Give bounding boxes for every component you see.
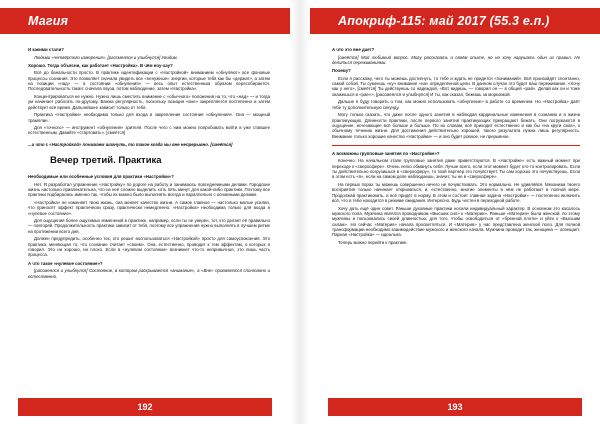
interview-question: И какими стали? <box>28 47 64 52</box>
interview-question: Почему? <box>332 68 351 74</box>
interview-answer: [смеётся] Мой любимый вопрос. Могу рассказать о своём опыте, но не хочу нарушать один из правил. Не делиться переживаниями. <box>332 54 580 65</box>
body-paragraph: Должен предупредить, особенно тех, кто решит воспользоваться «Настройкой» просто для самоуспокоения. Это практика, меняющая то, что сознание считает «своим». Она, естественно, проводит к тем эффектам, о которых я говорил. Это ни хорошо, ни плохо. Если в «нулевом состоянии» возникнет что-то непривычное, это лишь часть процесса. <box>28 236 270 258</box>
interview-question: А что такое «нулевое состояние»? <box>28 260 103 266</box>
body-paragraph: Для ощущения более ощутимых изменений в практике, например, если ты не уверен, тот, кто делает её правильно — повторяй. Продолжительность практики зависит от тебя, поэтому все упражнения нужно выполнять в лучшем ритме на протяжении всего дня. <box>28 218 270 234</box>
body-paragraph: Если я расскажу, чего ты можешь достигнуть, то тебе и ждать не придется «пониманий». Всё произойдёт спонтанно, самой собой. Ты сумеешь «ну» внимание «на» определённой цели. В данном случае это будет ваш переживание. «Хочу как у него», [смеётся] Ты действуешь со надеждой, «Вот видишь, — говорил он — в общей «рай». Делай как он и тоже окажешься в «рае»», [рассмеялся и улыбнулся] И ты, как сказал, бежишь за морковкой. <box>332 75 580 97</box>
body-paragraph: «Настройка» не изменяет твою жизнь, она меняет качество жизни. А самое главное — настолько малые усилия, что приносят эффект практически сразу, практически немедленно. «Настройка» необходима только для входа в «нулевое состояние». <box>28 199 270 216</box>
right-page-header: Апокриф-115: май 2017 (55.3 е.п.) <box>310 8 600 34</box>
body-paragraph: На первых порах ты можешь совершенно нечего не почувствовать. Это нормально. Не удивляйся. Механизм твоего восприятия только начинает открываться, и, естественно, многие элементы в нём не работают в полной мере. Продолжай практиковать, и всё придёт в норму. В этом и состоит главная задача «Настройки» — постепенно включить всё, что в тебе находится в режиме ожидания. Интересно. Будь честен в переходной работе. <box>332 182 580 204</box>
right-page-text <box>332 44 580 392</box>
body-paragraph: Хочу дать ещё один совет. Раньше духовные практики носили индивидуальный характер. В основном это касалось мужского пола. Мужчина являлся проводником «Высших сил» к «Материи». Раньше «Материя» была женской, по этому мужчины и пользовались своей длинностью, для того, чтобы освободиться от «бренной плоти» и уйти к «Высшим силам». Но сейчас «Материя» начала просветляться. И «Материя» у нас представлена женской поло. Для полной трансформации необходимо взаимодействие мужского и женского начала. Мужчина проводит так, женщина — освещает. Парная «Настройка» — идеальна. <box>332 205 580 238</box>
right-page-footer <box>328 398 582 416</box>
body-paragraph: Теперь можно перейти к практике. <box>338 239 408 245</box>
right-page <box>310 0 600 424</box>
body-paragraph: Нет. Я разработал упражнение «Настройку» по дороге на работу и занимаюсь повседневными делами. Городские жизнь настолько привлекательна, что из неё сложно выделить хоть пять минут для какой-либо практики. Поэтому все практики подбирались именно так, чтобы их можно было выполнять всегда и параллельно с основными делами. <box>28 181 270 198</box>
body-paragraph: Практика «Настройки» необходима только для входа в закрепление состояния «обнуления». Она — мощный трамплин. <box>28 112 270 123</box>
body-paragraph: Всё до банальности просто. В практике идентификации с «Настройкой» вниманием «обнуляют» все фоновые процессы сознания. Это позволяет сначала увидеть все «ненужные» энергии, которые тебя как бы «держат», а затем на позиции «над» — в состоянии «обнуления» — весь опыт естественным образом пересобирается. Последовательность такая: сначала пауза, потом наблюдение, затем «Настройка». <box>28 70 270 92</box>
section-title: Вечер третий. Практика <box>50 155 162 167</box>
interview-answer: Людьми «четвёртого измерения». [рассмеялся и улыбнулся] Увидим. <box>34 54 178 60</box>
body-paragraph: Для «точного» — инструмент «обнуления» зрителя. После чего с ним можно попробовать войти в уже ставшее естественным. Давайте «стартовать». [смеётся] <box>28 125 270 136</box>
body-paragraph: Конечно. На начальном этапе групповые занятия даже приветствуются. В «Настройке» есть важный момент при переходе к «сверхсфере». Очень легко обмануть себя. Лучше всего, если этот момент будет кто-то контролировать. Если ты действительно погрузишься в «сверхсферу», то твой партнёр это почувствует. Ты сам хорошо это почувствуешь. Если в этом есть «я», если на самом деле наблюдаешь, значит, ты не в «сверхсфере». <box>332 158 580 180</box>
right-page-number: 193 <box>447 402 463 412</box>
left-page-header: Магия <box>0 8 290 34</box>
left-page-text <box>28 44 270 392</box>
interview-question: А что это вне дает? <box>332 47 375 52</box>
book-spine <box>290 0 310 424</box>
left-page-number: 192 <box>137 402 153 412</box>
left-page-footer <box>18 398 272 416</box>
subheading: Необходимые или особенные условия для практики «Настройки»? <box>28 174 174 180</box>
pull-quote: ...и что с «Настройкой» понимаем шагнуть, то такое когда мы вне непрерывно. [смеётся] <box>28 141 233 147</box>
body-paragraph: Могу только сказать, что даже после одного занятия в наблюдая кардинальные изменения в сознании и в жизни практикующих. Длинности практики, после первого занятия практикующих прекращают бежать. Они погружаются в ощущение, исчезающее всё больше и больше. По их словам, всё приходит естественно и как бы «на круги своя», к обычному течению жизни. Для достижения действительно хорошей, такого результата нужна лишь регулярность. Внимание только хорошие качество «Настройки» — и оно будет ровное, не прерывное. <box>332 112 580 139</box>
interview-answer: [рассмеялся и улыбнулся] Состояние, в котором раскрывается «внимание», а «Вне» проявляется спонтанно и естественно. <box>28 268 270 279</box>
interview-question: Хорошо. Тогда объясни, как работает «Настройка». В чём ноу-хау? <box>28 62 173 68</box>
body-paragraph: Дальше я буду говорить о том, как можно использовать «обнуление» в работе со временем. Но «Настройка» даёт тебе ту дополнительную секунду. <box>332 99 580 110</box>
interview-question: А возможны групповые занятия по «Настройке»? <box>332 150 440 156</box>
section-divider <box>332 145 580 146</box>
body-paragraph: Концентрироваться не нужно. Нужно лишь сместить внимание с «обычного» положения на то, что «над» — и тогда ум начинает работать по-другому. Важна регулярность, поскольку позиция «вне» закрепляется постепенно и затем действует всё время. Дальнейшее зависит только от тебя. <box>28 93 270 110</box>
left-page <box>0 0 290 424</box>
